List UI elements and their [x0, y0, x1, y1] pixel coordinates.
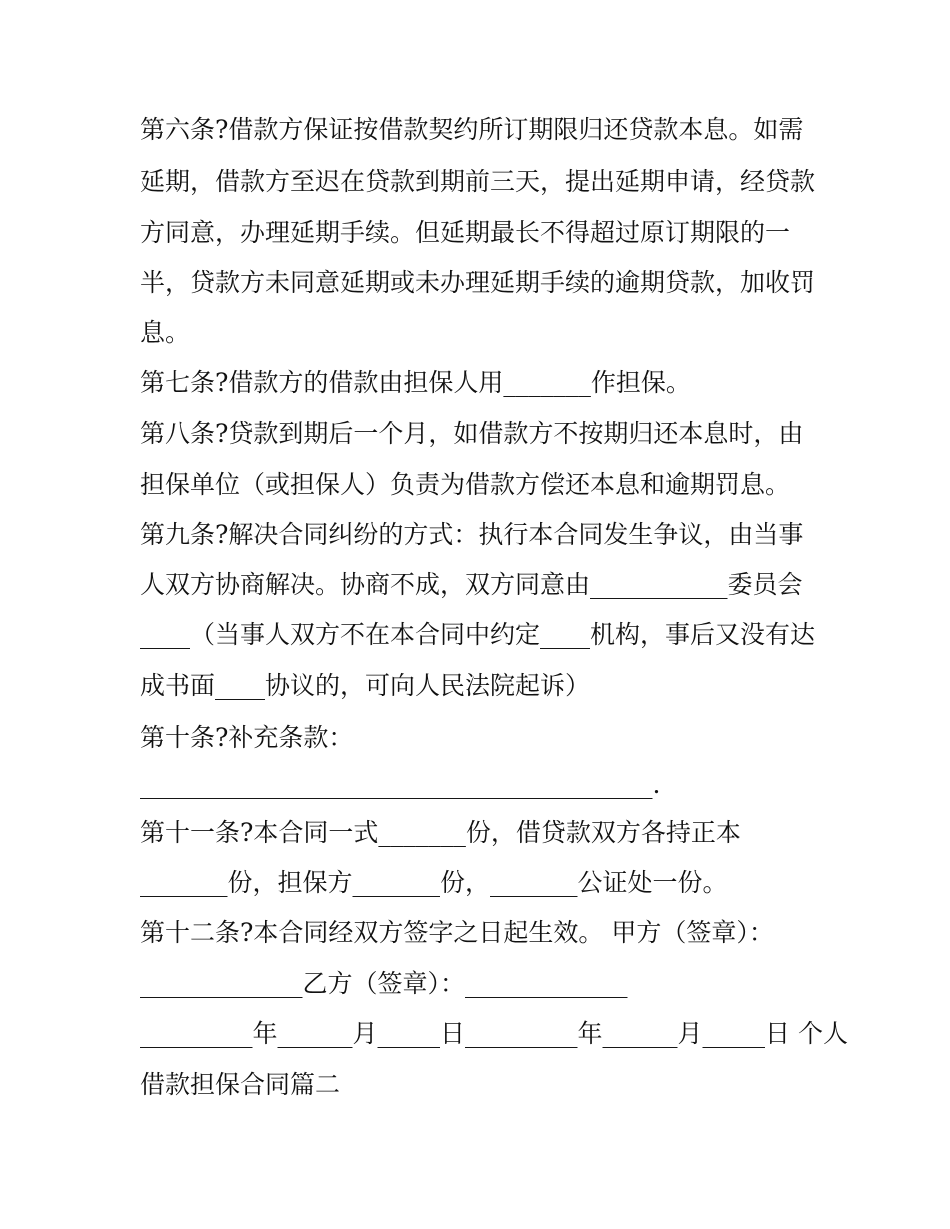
text-line: 成书面____协议的，可向人民法院起诉） [140, 671, 591, 700]
text-line: _________年______月_____日_________年______月_____日 个人 [140, 1019, 848, 1048]
text-line: 第九条?解决合同纠纷的方式：执行本合同发生争议，由当事 [140, 520, 804, 549]
text-line: 第十二条?本合同经双方签字之日起生效。 甲方（签章）： [140, 918, 774, 947]
text-line: _____________乙方（签章）：_____________ [140, 969, 628, 998]
text-line: 担保单位（或担保人）负责为借款方偿还本息和逾期罚息。 [140, 470, 791, 499]
text-line: 第十一条?本合同一式_______份，借贷款双方各持正本 [140, 818, 741, 847]
text-line: _______份，担保方_______份，_______公证处一份。 [140, 868, 728, 897]
text-line: 方同意，办理延期手续。但延期最长不得超过原订期限的一 [140, 218, 791, 247]
text-line: 第七条?借款方的借款由担保人用_______作担保。 [140, 368, 691, 397]
text-line: ____（当事人双方不在本合同中约定____机构，事后又没有达 [140, 620, 816, 649]
text-line: 第八条?贷款到期后一个月，如借款方不按期归还本息时，由 [140, 419, 804, 448]
text-line: 借款担保合同篇二 [140, 1070, 341, 1099]
text-line: 半，贷款方未同意延期或未办理延期手续的逾期贷款，加收罚 [140, 268, 816, 297]
text-line: 第十条?补充条款： [140, 723, 354, 752]
text-line: 第六条?借款方保证按借款契约所订期限归还贷款本息。如需 [140, 115, 804, 144]
text-line: 人双方协商解决。协商不成，双方同意由___________委员会 [140, 570, 803, 599]
text-line: _________________________________________. [140, 770, 661, 799]
text-line: 息。 [140, 318, 191, 347]
text-line: 延期，借款方至迟在贷款到期前三天，提出延期申请，经贷款 [140, 167, 816, 196]
